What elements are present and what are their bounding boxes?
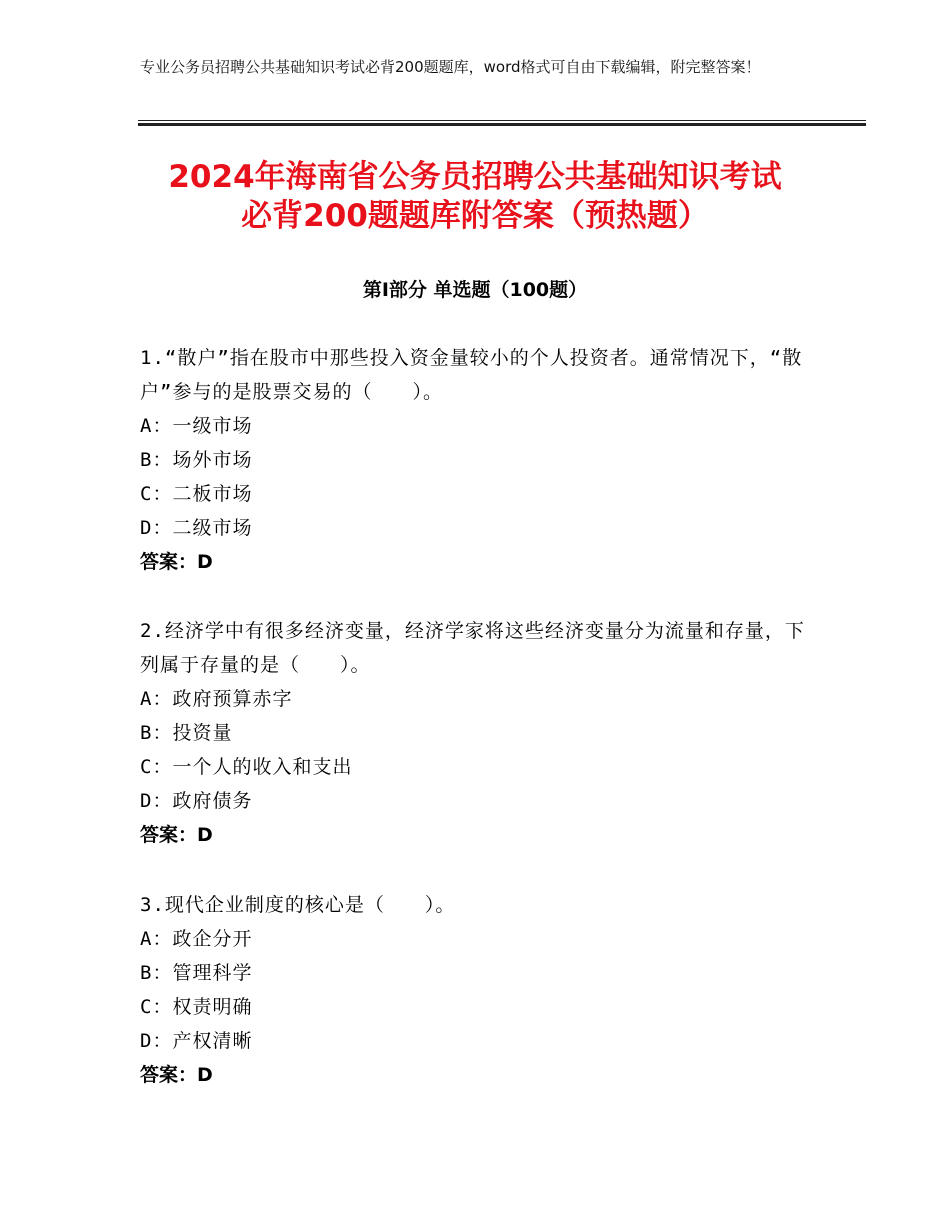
question-2 bbox=[140, 614, 820, 852]
option-d: D：产权清晰 bbox=[140, 1030, 253, 1052]
option-d: D：二级市场 bbox=[140, 517, 253, 539]
option-c: C：二板市场 bbox=[140, 483, 253, 505]
answer: 答案：D bbox=[140, 1064, 213, 1086]
option-d: D：政府债务 bbox=[140, 790, 253, 812]
option-c: C：一个人的收入和支出 bbox=[140, 756, 353, 778]
option-c: C：权责明确 bbox=[140, 996, 253, 1018]
answer: 答案：D bbox=[140, 824, 213, 846]
option-a: A：政企分开 bbox=[140, 928, 253, 950]
header-note: 专业公务员招聘公共基础知识考试必背200题题库，word格式可自由下载编辑，附完整答案！ bbox=[140, 58, 761, 76]
header-divider-thin bbox=[138, 120, 866, 121]
question-text: 1.“散户”指在股市中那些投入资金量较小的个人投资者。通常情况下，“散户”参与的是股票交易的（ ）。 bbox=[140, 347, 803, 403]
header-divider-thick bbox=[138, 123, 866, 126]
answer: 答案：D bbox=[140, 551, 213, 573]
document-title bbox=[100, 158, 850, 236]
question-text: 2.经济学中有很多经济变量，经济学家将这些经济变量分为流量和存量，下列属于存量的是（ ）。 bbox=[140, 620, 805, 676]
option-b: B：管理科学 bbox=[140, 962, 253, 984]
option-a: A：政府预算赤字 bbox=[140, 688, 293, 710]
option-b: B：场外市场 bbox=[140, 449, 253, 471]
section-heading: 第Ⅰ部分 单选题（100题） bbox=[362, 279, 588, 301]
question-3 bbox=[140, 888, 820, 1092]
document-title-line-1: 2024年海南省公务员招聘公共基础知识考试 bbox=[168, 159, 782, 195]
option-b: B：投资量 bbox=[140, 722, 233, 744]
document-title-line-2: 必背200题题库附答案（预热题） bbox=[241, 198, 709, 234]
question-text: 3.现代企业制度的核心是（ ）。 bbox=[140, 894, 456, 916]
option-a: A：一级市场 bbox=[140, 415, 253, 437]
question-1 bbox=[140, 341, 820, 579]
